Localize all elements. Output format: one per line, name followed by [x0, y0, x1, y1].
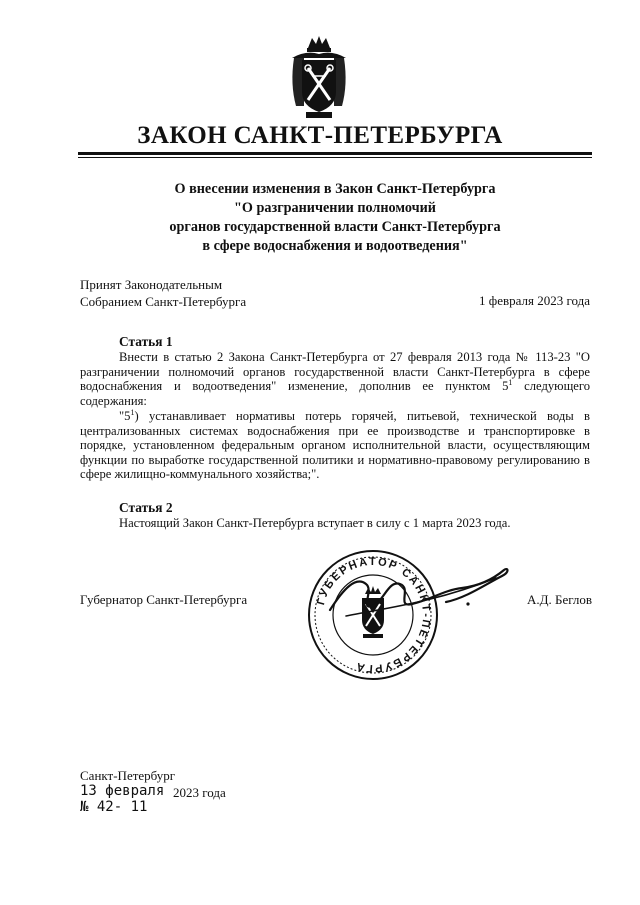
- governor-title: Губернатор Санкт-Петербурга: [80, 592, 248, 607]
- subject-line: О внесении изменения в Закон Санкт-Петербурга: [174, 181, 496, 197]
- adopted-by: [80, 276, 246, 310]
- seal-text: ГУБЕРНАТОР САНКТ-ПЕТЕРБУРГА: [315, 555, 433, 675]
- clause-text: ) устанавливает нормативы потерь горячей, питьевой, технической воды в централизованных системах водоснабжения при ее производстве и транспортировке в порядке, установленном федеральным органом исполнительной власти, осуществляющим функции по выработке государственной политики и нормативно-правовому регулированию в сфере жилищно-коммунального хозяйства;".: [80, 409, 590, 482]
- handwritten-signature-icon: [326, 558, 512, 624]
- article-2-text: Настоящий Закон Санкт-Петербурга вступает в силу с 1 марта 2023 года.: [119, 516, 511, 530]
- law-title: ЗАКОН САНКТ-ПЕТЕРБУРГА: [137, 122, 503, 149]
- adopted-by-line: Принят Законодательным: [80, 277, 223, 292]
- signing-date-handwritten: 13 февраля: [80, 783, 165, 799]
- governor-name: А.Д. Беглов: [527, 592, 593, 607]
- superscript: 1: [508, 378, 513, 387]
- article-1-intro: Внести в статью 2 Закона Санкт-Петербурга от 27 февраля 2013 года № 113-23 "О разграничении полномочий органов государственной власти Санкт-Петербурга в сфере водоснабжения и водоотведения" изменение, дополнив ее пунктом 5: [80, 350, 590, 394]
- subject-line: "О разграничении полномочий: [234, 200, 436, 216]
- clause-number: "5: [119, 409, 131, 423]
- adopted-by-line: Собранием Санкт-Петербурга: [80, 294, 247, 309]
- signing-year: 2023 года: [173, 785, 226, 800]
- article-2-heading: Статья 2: [119, 500, 173, 515]
- superscript: 1: [130, 407, 135, 417]
- article-1-text: [80, 350, 590, 408]
- subject-line: в сфере водоснабжения и водоотведения": [202, 238, 468, 254]
- law-number: № 42- 11: [80, 799, 148, 815]
- article-1-heading: Статья 1: [119, 334, 173, 349]
- title-divider: [78, 152, 592, 155]
- law-subject: [80, 180, 590, 256]
- subject-line: органов государственной власти Санкт-Петербурга: [169, 219, 501, 235]
- saint-petersburg-coat-of-arms-icon: [286, 34, 352, 120]
- article-1-quoted-clause: [80, 409, 590, 482]
- title-divider-thin: [78, 157, 592, 158]
- adoption-date: 1 февраля 2023 года: [479, 293, 590, 308]
- article-1-intro-end: следующего содержания:: [80, 379, 590, 408]
- place-of-signing: Санкт-Петербург: [80, 768, 176, 783]
